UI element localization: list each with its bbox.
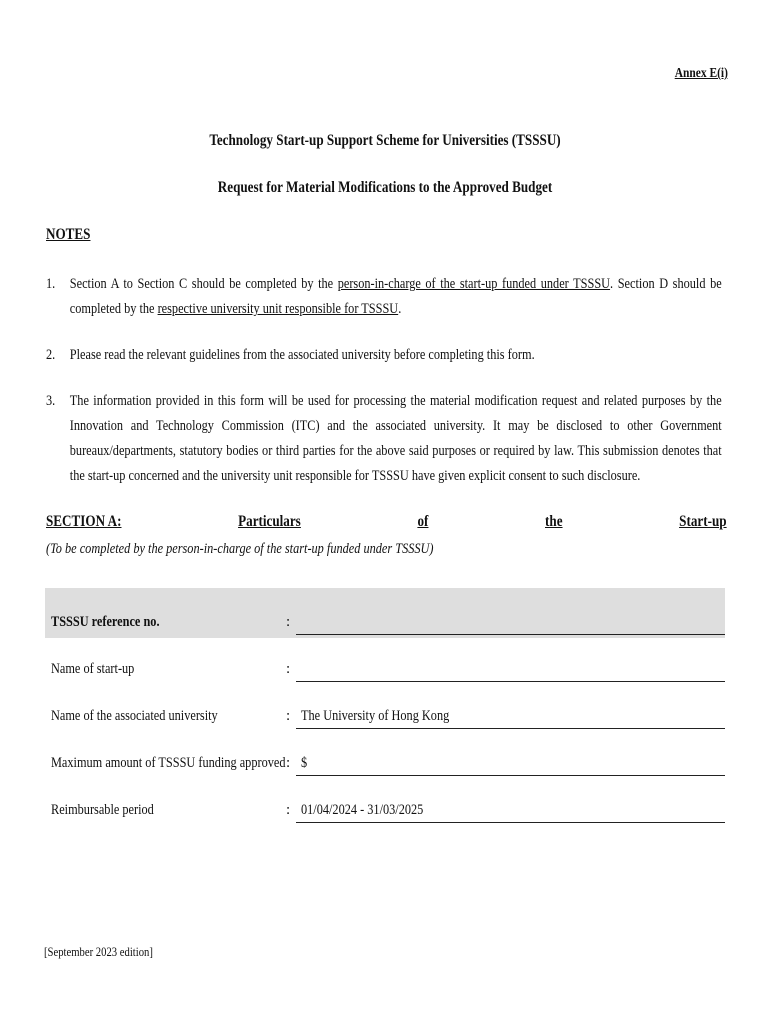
field-startup-name bbox=[51, 661, 725, 687]
note-body: Please read the relevant guidelines from the associated university before completing this form. bbox=[69, 347, 535, 363]
field-colon: : bbox=[286, 661, 291, 677]
note-underlined-text: person-in-charge of the start-up funded under TSSSU bbox=[337, 276, 611, 292]
field-max-funding bbox=[51, 755, 725, 781]
field-colon: : bbox=[286, 708, 291, 724]
section-heading-word: Particulars bbox=[238, 513, 301, 530]
note-body bbox=[70, 272, 722, 322]
section-heading-word: of bbox=[417, 513, 429, 530]
section-a-subheading: (To be completed by the person-in-charge of the start-up funded under TSSSU) bbox=[46, 541, 434, 557]
field-label: Maximum amount of TSSSU funding approved bbox=[51, 755, 286, 771]
field-university bbox=[51, 708, 725, 734]
note-text: . Section D should be completed by the bbox=[69, 276, 722, 317]
note-text: . bbox=[398, 301, 402, 317]
field-colon: : bbox=[286, 614, 291, 630]
field-label: TSSSU reference no. bbox=[51, 614, 160, 630]
max-funding-input[interactable] bbox=[296, 775, 725, 776]
field-label: Name of the associated university bbox=[51, 708, 218, 724]
annex-label: Annex E(i) bbox=[674, 66, 728, 81]
note-number: 2. bbox=[46, 347, 56, 363]
note-number: 3. bbox=[46, 393, 56, 409]
form-title: Technology Start-up Support Scheme for Universities (TSSSU) bbox=[209, 132, 561, 149]
section-heading-word: the bbox=[545, 513, 563, 530]
note-item bbox=[46, 389, 722, 489]
note-item bbox=[46, 272, 722, 322]
field-reference-no bbox=[51, 614, 725, 640]
field-value: $ bbox=[301, 755, 308, 771]
note-number: 1. bbox=[46, 276, 56, 292]
field-value: The University of Hong Kong bbox=[301, 708, 450, 724]
field-reimbursable-period bbox=[51, 802, 725, 828]
field-label: Name of start-up bbox=[51, 661, 135, 677]
form-subtitle: Request for Material Modifications to the Approved Budget bbox=[217, 179, 553, 196]
note-underlined-text: respective university unit responsible for TSSSU bbox=[157, 301, 399, 317]
reimbursable-period-input[interactable] bbox=[296, 822, 725, 823]
note-body: The information provided in this form will be used for processing the material modification request and related purposes by the Innovation and Technology Commission (ITC) and the associated university. It may be disclosed to other Government bureaux/departments, statutory bodies or third parties for the above said purposes or required by law. This submission denotes that the start-up concerned and the university unit responsible for TSSSU have given explicit consent to such disclosure. bbox=[69, 393, 722, 484]
field-label: Reimbursable period bbox=[51, 802, 154, 818]
notes-heading: NOTES bbox=[46, 226, 91, 243]
note-text: Section A to Section C should be completed by the bbox=[69, 276, 338, 292]
field-value: 01/04/2024 - 31/03/2025 bbox=[301, 802, 424, 818]
reference-no-input[interactable] bbox=[296, 634, 725, 635]
edition-footer: [September 2023 edition] bbox=[44, 944, 153, 959]
field-colon: : bbox=[286, 755, 291, 771]
section-heading-word: Start-up bbox=[679, 513, 727, 530]
field-colon: : bbox=[286, 802, 291, 818]
section-heading-word: SECTION A: bbox=[46, 513, 122, 530]
section-a-heading bbox=[46, 513, 727, 531]
university-input[interactable] bbox=[296, 728, 725, 729]
startup-name-input[interactable] bbox=[296, 681, 725, 682]
note-item bbox=[46, 343, 722, 368]
